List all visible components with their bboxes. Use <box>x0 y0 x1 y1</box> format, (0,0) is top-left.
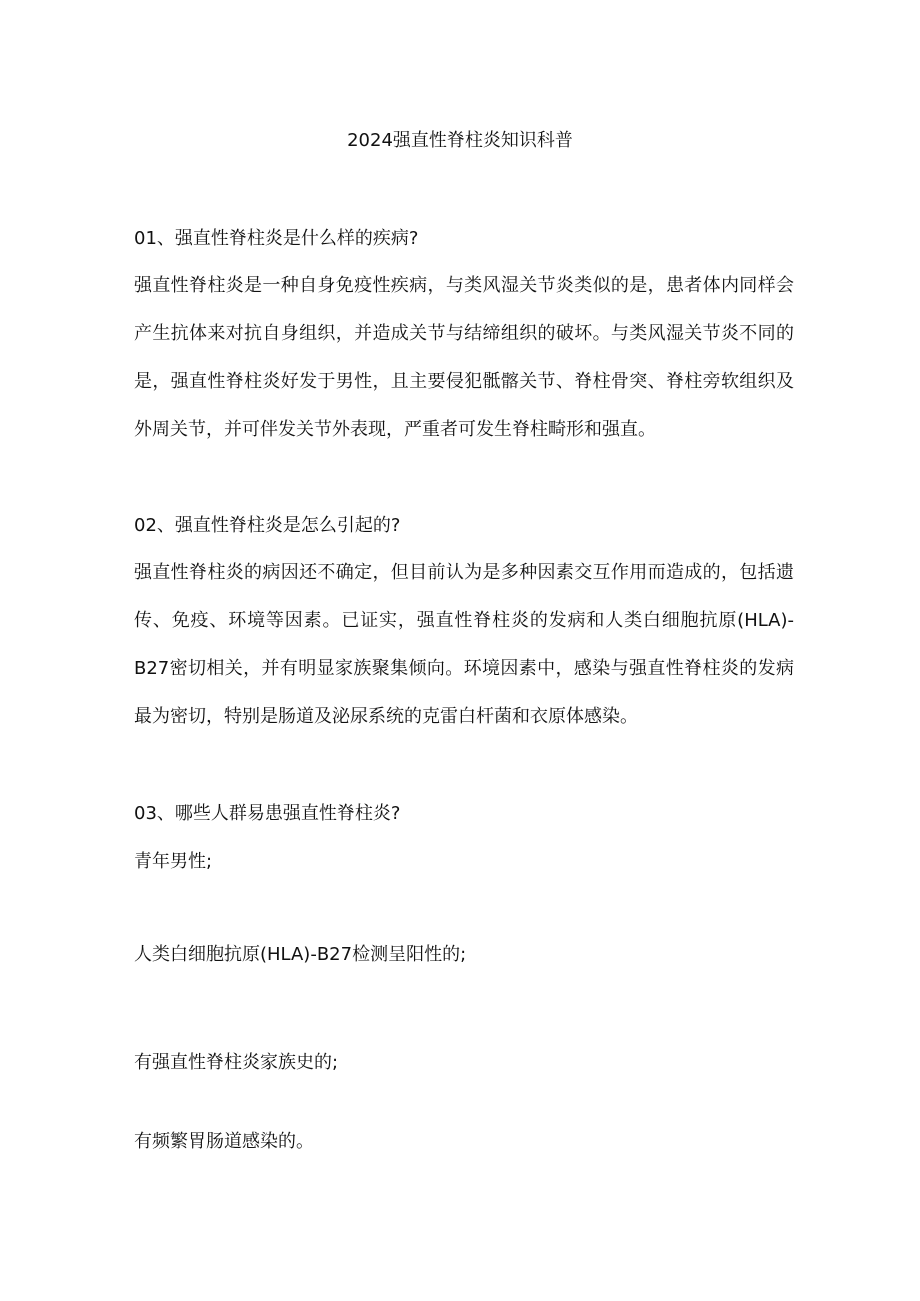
section-1-body: 强直性脊柱炎是一种自身免疫性疾病，与类风湿关节炎类似的是，患者体内同样会产生抗体来对抗自身组织，并造成关节与结缔组织的破坏。与类风湿关节炎不同的是，强直性脊柱炎好发于男性，且主要侵犯骶髂关节、脊柱骨突、脊柱旁软组织及外周关节，并可伴发关节外表现，严重者可发生脊柱畸形和强直。 <box>134 275 794 440</box>
risk-item-2: 人类白细胞抗原(HLA)-B27检测呈阳性的; <box>134 944 467 965</box>
risk-item-3: 有强直性脊柱炎家族史的; <box>134 1052 339 1073</box>
section-3-heading: 03、哪些人群易患强直性脊柱炎? <box>134 803 401 824</box>
section-1-heading: 01、强直性脊柱炎是什么样的疾病? <box>134 228 419 249</box>
risk-item-1: 青年男性; <box>134 851 213 872</box>
document-title: 2024强直性脊柱炎知识科普 <box>347 130 573 151</box>
section-2-heading: 02、强直性脊柱炎是怎么引起的? <box>134 515 401 536</box>
section-2-body: 强直性脊柱炎的病因还不确定，但目前认为是多种因素交互作用而造成的，包括遗传、免疫、环境等因素。已证实，强直性脊柱炎的发病和人类白细胞抗原(HLA)-B27密切相关，并有明显家族聚集倾向。环境因素中，感染与强直性脊柱炎的发病最为密切，特别是肠道及泌尿系统的克雷白杆菌和衣原体感染。 <box>134 562 794 727</box>
risk-item-4: 有频繁胃肠道感染的。 <box>134 1131 314 1152</box>
